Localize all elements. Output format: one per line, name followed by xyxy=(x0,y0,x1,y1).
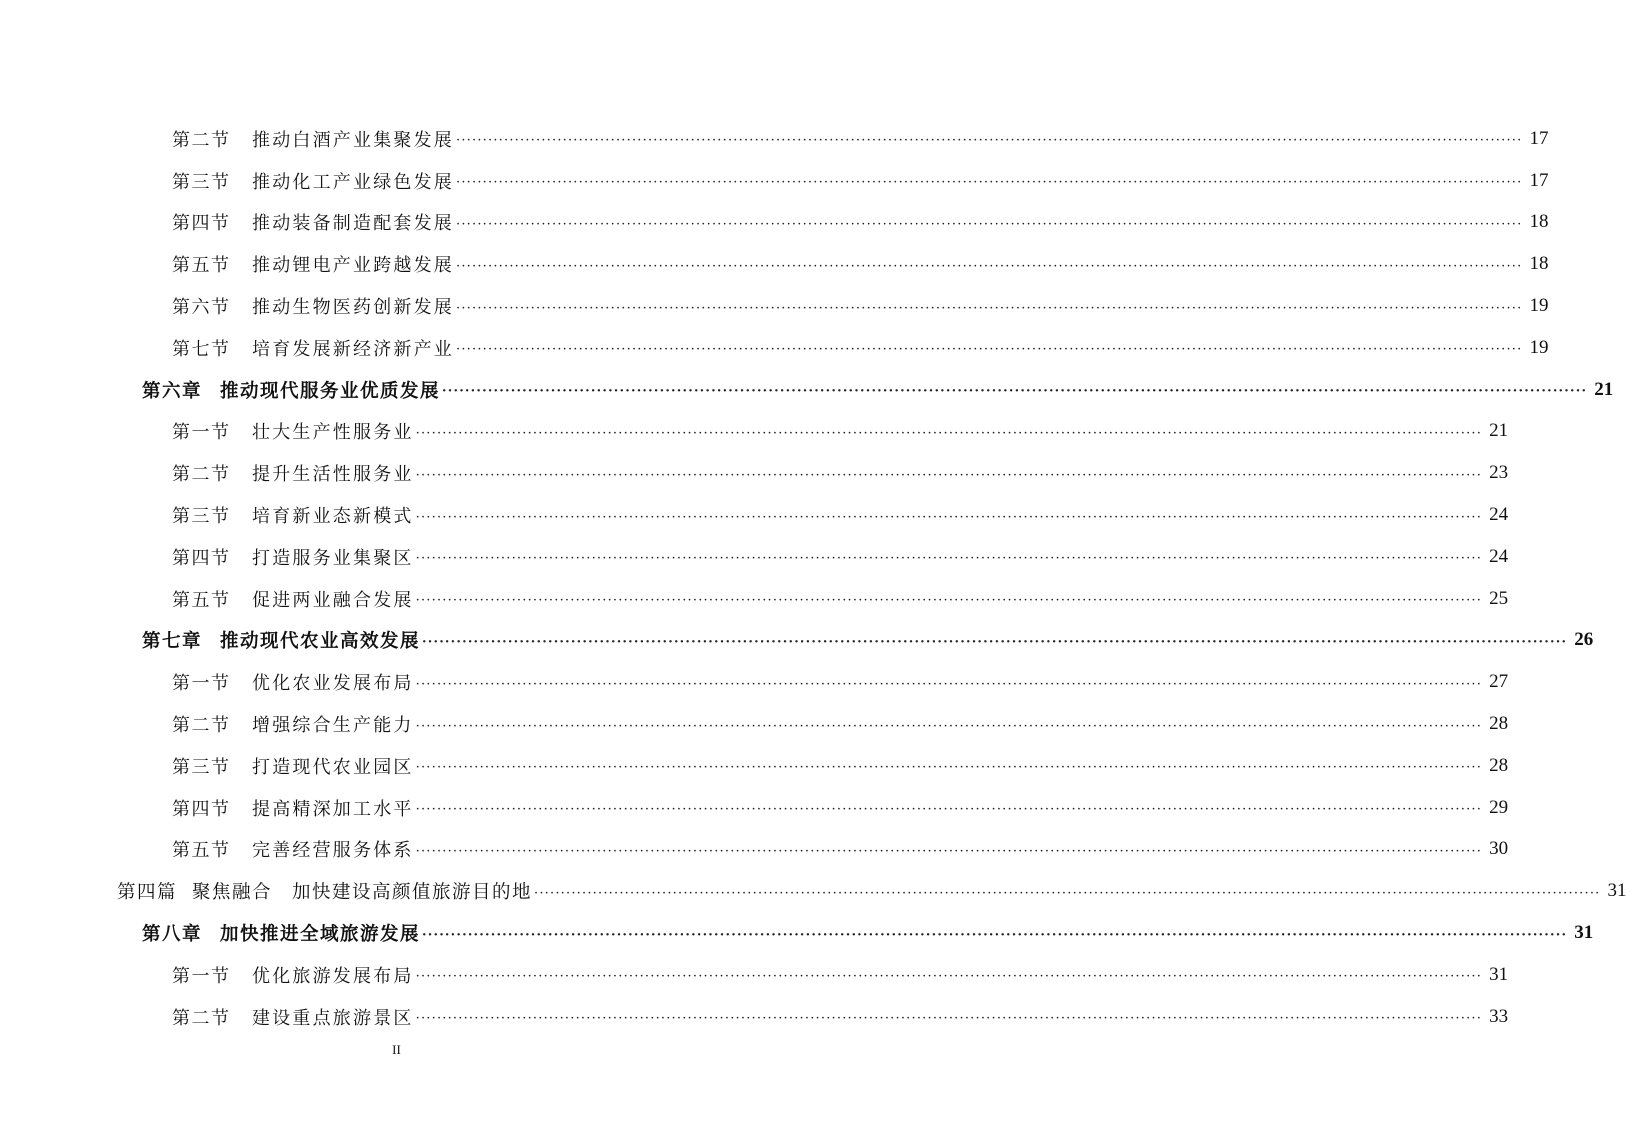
toc-entry-label: 第一节 xyxy=(172,965,231,987)
toc-entry-label: 第一节 xyxy=(172,422,231,444)
toc-entry-page-number: 30 xyxy=(1489,838,1509,860)
toc-entry-title: 推动锂电产业跨越发展 xyxy=(252,255,454,277)
dot-leader: ········································································································································································································ xyxy=(422,634,1568,650)
toc-entry-page-number: 25 xyxy=(1489,587,1509,609)
dot-leader: ········································································································································································································ xyxy=(415,593,1483,609)
toc-entry-label: 第七节 xyxy=(172,338,231,360)
toc-entry-page-number: 24 xyxy=(1489,545,1509,567)
toc-entry-page-number: 28 xyxy=(1489,754,1509,776)
dot-leader: ········································································································································································································ xyxy=(415,718,1483,734)
toc-entry-title: 壮大生产性服务业 xyxy=(252,422,414,444)
page-number-footer: II xyxy=(392,1042,401,1057)
toc-entry-section[interactable] xyxy=(0,202,1549,244)
toc-entry-label: 第六节 xyxy=(172,297,231,319)
toc-entry-title: 加快推进全域旅游发展 xyxy=(220,924,421,946)
toc-entry-page-number: 31 xyxy=(1489,963,1509,985)
toc-entry-label: 第三节 xyxy=(172,171,231,193)
dot-leader: ········································································································································································································ xyxy=(415,467,1483,483)
toc-entry-page-number: 24 xyxy=(1489,504,1509,526)
toc-entry-title: 培育发展新经济新产业 xyxy=(252,338,454,360)
toc-entry-label: 第七章 xyxy=(142,631,203,653)
toc-entry-page-number: 17 xyxy=(1529,127,1549,149)
toc-entry-section[interactable] xyxy=(0,327,1549,369)
toc-entry-label: 第三节 xyxy=(172,756,231,778)
toc-entry-page-number: 33 xyxy=(1489,1005,1509,1027)
dot-leader: ········································································································································································································ xyxy=(534,885,1601,901)
toc-entry-title: 优化农业发展布局 xyxy=(252,673,414,695)
toc-entry-page-number: 27 xyxy=(1489,671,1509,693)
dot-leader: ········································································································································································································ xyxy=(415,843,1483,859)
toc-entry-title: 推动白酒产业集聚发展 xyxy=(252,129,454,151)
toc-entry-page-number: 31 xyxy=(1574,922,1594,944)
toc-entry-label: 第二节 xyxy=(172,464,231,486)
dot-leader: ········································································································································································································ xyxy=(415,969,1483,985)
toc-entry-section[interactable] xyxy=(0,243,1549,285)
dot-leader: ········································································································································································································ xyxy=(422,927,1568,943)
toc-entry-title: 推动现代服务业优质发展 xyxy=(220,380,441,402)
toc-entry-part[interactable] xyxy=(0,870,1626,912)
toc-entry-label: 第四节 xyxy=(172,798,231,820)
toc-entry-label: 第五节 xyxy=(172,589,231,611)
toc-entry-title: 增强综合生产能力 xyxy=(252,715,414,737)
toc-entry-title: 打造现代农业园区 xyxy=(252,756,414,778)
table-of-contents xyxy=(0,118,1626,1038)
toc-entry-label: 第八章 xyxy=(142,924,203,946)
toc-entry-title: 完善经营服务体系 xyxy=(252,840,414,862)
dot-leader: ········································································································································································································ xyxy=(415,509,1483,525)
dot-leader: ········································································································································································································ xyxy=(415,802,1483,818)
toc-entry-title: 建设重点旅游景区 xyxy=(252,1007,414,1029)
toc-entry-title: 推动装备制造配套发展 xyxy=(252,213,454,235)
dot-leader: ········································································································································································································ xyxy=(456,342,1523,358)
dot-leader: ········································································································································································································ xyxy=(456,175,1523,191)
toc-entry-title: 推动化工产业绿色发展 xyxy=(252,171,454,193)
toc-entry-section[interactable] xyxy=(0,536,1509,578)
dot-leader: ········································································································································································································ xyxy=(456,258,1523,274)
toc-entry-page-number: 29 xyxy=(1489,796,1509,818)
toc-entry-section[interactable] xyxy=(0,703,1509,745)
toc-entry-label: 第五节 xyxy=(172,840,231,862)
toc-entry-chapter[interactable] xyxy=(0,620,1594,662)
toc-entry-section[interactable] xyxy=(0,661,1509,703)
toc-entry-label: 第一节 xyxy=(172,673,231,695)
toc-entry-page-number: 26 xyxy=(1574,629,1594,651)
toc-entry-page-number: 28 xyxy=(1489,713,1509,735)
toc-entry-title: 提高精深加工水平 xyxy=(252,798,414,820)
toc-entry-title: 促进两业融合发展 xyxy=(252,589,414,611)
toc-entry-section[interactable] xyxy=(0,285,1549,327)
toc-entry-page-number: 18 xyxy=(1529,211,1549,233)
dot-leader: ········································································································································································································ xyxy=(415,551,1483,567)
dot-leader: ········································································································································································································ xyxy=(456,216,1523,232)
dot-leader: ········································································································································································································ xyxy=(415,425,1483,441)
dot-leader: ········································································································································································································ xyxy=(415,676,1483,692)
toc-entry-section[interactable] xyxy=(0,160,1549,202)
toc-entry-label: 第四节 xyxy=(172,213,231,235)
toc-entry-label: 第三节 xyxy=(172,506,231,528)
toc-entry-section[interactable] xyxy=(0,118,1549,160)
toc-entry-page-number: 17 xyxy=(1529,169,1549,191)
toc-entry-page-number: 19 xyxy=(1529,336,1549,358)
toc-entry-section[interactable] xyxy=(0,954,1509,996)
dot-leader: ········································································································································································································ xyxy=(415,760,1483,776)
toc-entry-title: 聚焦融合 加快建设高颜值旅游目的地 xyxy=(192,882,533,904)
dot-leader: ········································································································································································································ xyxy=(415,1011,1483,1027)
toc-entry-title: 提升生活性服务业 xyxy=(252,464,414,486)
dot-leader: ········································································································································································································ xyxy=(442,384,1588,400)
dot-leader: ········································································································································································································ xyxy=(456,300,1523,316)
toc-entry-page-number: 19 xyxy=(1529,295,1549,317)
toc-entry-title: 培育新业态新模式 xyxy=(252,506,414,528)
toc-entry-section[interactable] xyxy=(0,787,1509,829)
toc-entry-label: 第五节 xyxy=(172,255,231,277)
toc-entry-label: 第四节 xyxy=(172,547,231,569)
toc-entry-section[interactable] xyxy=(0,829,1509,871)
toc-list xyxy=(0,118,1626,1038)
toc-entry-page-number: 18 xyxy=(1529,253,1549,275)
toc-entry-section[interactable] xyxy=(0,411,1509,453)
toc-entry-label: 第二节 xyxy=(172,129,231,151)
toc-entry-section[interactable] xyxy=(0,578,1509,620)
toc-entry-page-number: 23 xyxy=(1489,462,1509,484)
toc-entry-title: 推动生物医药创新发展 xyxy=(252,297,454,319)
toc-entry-label: 第六章 xyxy=(142,380,203,402)
toc-entry-page-number: 21 xyxy=(1594,378,1614,400)
toc-entry-title: 推动现代农业高效发展 xyxy=(220,631,421,653)
toc-entry-section[interactable] xyxy=(0,996,1509,1038)
toc-entry-chapter[interactable] xyxy=(0,912,1594,954)
toc-entry-section[interactable] xyxy=(0,494,1509,536)
toc-entry-section[interactable] xyxy=(0,745,1509,787)
toc-entry-title: 优化旅游发展布局 xyxy=(252,965,414,987)
toc-entry-title: 打造服务业集聚区 xyxy=(252,547,414,569)
toc-entry-label: 第二节 xyxy=(172,715,231,737)
toc-entry-label: 第二节 xyxy=(172,1007,231,1029)
toc-entry-section[interactable] xyxy=(0,452,1509,494)
toc-entry-page-number: 21 xyxy=(1489,420,1509,442)
toc-entry-chapter[interactable] xyxy=(0,369,1614,411)
toc-entry-page-number: 31 xyxy=(1607,880,1626,902)
dot-leader: ········································································································································································································ xyxy=(456,133,1523,149)
toc-entry-label: 第四篇 xyxy=(117,882,178,904)
